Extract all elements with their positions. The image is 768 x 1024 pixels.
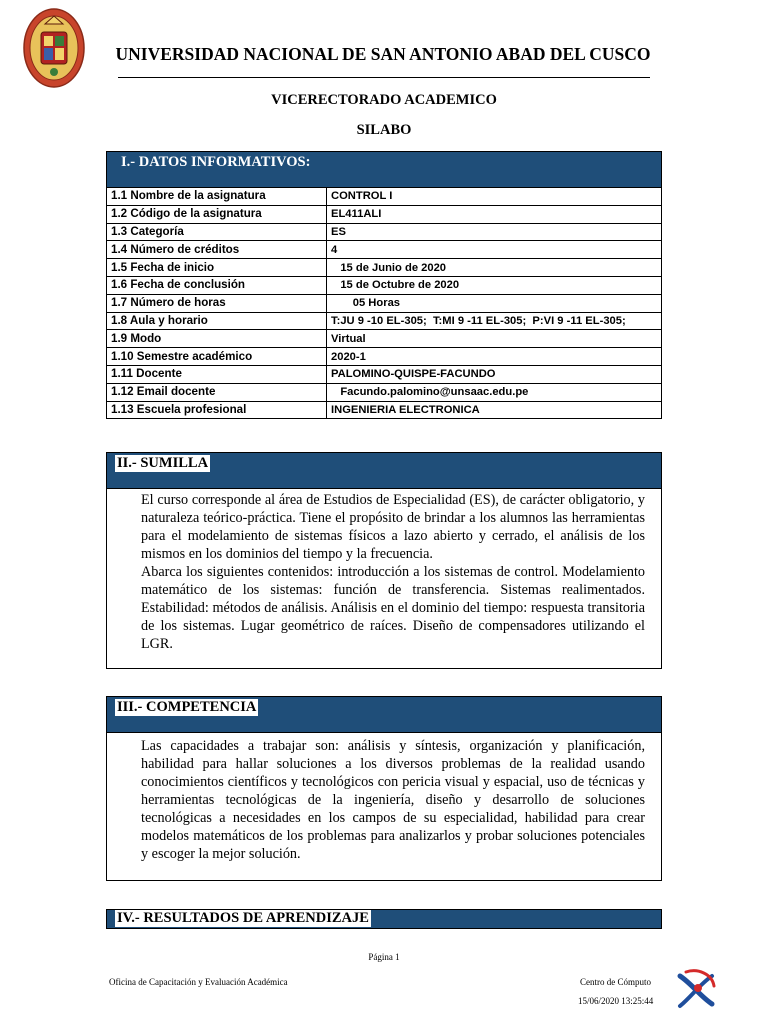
info-row [107, 223, 662, 241]
info-label: 1.6 Fecha de conclusión [107, 276, 327, 294]
info-label: 1.11 Docente [107, 365, 327, 383]
info-row [107, 401, 662, 419]
university-name: UNIVERSIDAD NACIONAL DE SAN ANTONIO ABAD DEL CUSCO [115, 44, 651, 64]
info-row [107, 188, 662, 206]
vicerrectorado-title: VICERECTORADO ACADEMICO [271, 92, 497, 108]
info-row [107, 312, 662, 330]
info-value: INGENIERIA ELECTRONICA [327, 401, 662, 419]
info-value: CONTROL I [327, 188, 662, 206]
info-value: EL411ALI [327, 205, 662, 223]
info-value: T:JU 9 -10 EL-305; T:MI 9 -11 EL-305; P:VI 9 -11 EL-305; [327, 312, 662, 330]
info-value: 05 Horas [327, 294, 662, 312]
info-value: ES [327, 223, 662, 241]
info-label: 1.13 Escuela profesional [107, 401, 327, 419]
info-row [107, 348, 662, 366]
section-competencia-title: III.- COMPETENCIA [117, 699, 257, 715]
info-label: 1.1 Nombre de la asignatura [107, 188, 327, 206]
info-label: 1.7 Número de horas [107, 294, 327, 312]
competencia-paragraph: Las capacidades a trabajar son: análisis y síntesis, organización y planificación, habilidad para hallar soluciones a los diversos problemas de la realidad usando conocimientos científicos y tecnológicos con pericia visual y espacial, uso de técnicas y herramientas tecnológicas de la ingeniería, diseño y desarrollo de soluciones tecnológicas a necesidades en los campos de su especialidad, habilidad para crear modelos matemáticos de los problemas para analizarlos y probar soluciones potenciales y escoger la mejor solución. [141, 738, 645, 862]
sumilla-paragraph-1: El curso corresponde al área de Estudios de Especialidad (ES), de carácter obligatorio, y naturaleza teórico-práctica. Tiene el propósito de brindar a los alumnos las herramientas para el modelamiento de sistemas físicos a lazo abierto y cerrado, el análisis de los mismos en los dominios del tiempo y la frecuencia. [141, 492, 645, 562]
page-number: Página 1 [368, 952, 400, 962]
section-competencia-header [106, 696, 662, 733]
info-row [107, 330, 662, 348]
info-row [107, 365, 662, 383]
info-label: 1.5 Fecha de inicio [107, 259, 327, 277]
info-value: Facundo.palomino@unsaac.edu.pe [327, 383, 662, 401]
info-label: 1.9 Modo [107, 330, 327, 348]
info-label: 1.4 Número de créditos [107, 241, 327, 259]
info-value: 2020-1 [327, 348, 662, 366]
document-title: SILABO [356, 122, 412, 138]
section-datos-header [106, 151, 662, 188]
section-sumilla-header [106, 452, 662, 489]
info-row [107, 205, 662, 223]
info-value: 4 [327, 241, 662, 259]
footer-office: Oficina de Capacitación y Evaluación Académica [109, 977, 288, 987]
info-label: 1.10 Semestre académico [107, 348, 327, 366]
section-datos-title: I.- DATOS INFORMATIVOS: [121, 154, 311, 170]
info-row [107, 294, 662, 312]
competencia-box [106, 733, 662, 881]
info-value: 15 de Junio de 2020 [327, 259, 662, 277]
info-row [107, 383, 662, 401]
sumilla-paragraph-2: Abarca los siguientes contenidos: introducción a los sistemas de control. Modelamiento matemático de los sistemas: función de transferencia. Sistemas realimentados. Estabilidad: métodos de análisis. Análisis en el dominio del tiempo: respuesta transitoria de los sistemas. Lugar geométrico de raíces. Diseño de compensadores utilizando el LGR. [141, 564, 645, 652]
info-value: Virtual [327, 330, 662, 348]
header-rule [118, 77, 650, 78]
footer-datetime: 15/06/2020 13:25:44 [578, 996, 654, 1006]
info-label: 1.8 Aula y horario [107, 312, 327, 330]
section-resultados-header [106, 909, 662, 929]
computing-center-logo [672, 966, 720, 1014]
info-value: PALOMINO-QUISPE-FACUNDO [327, 365, 662, 383]
info-row [107, 259, 662, 277]
info-label: 1.2 Código de la asignatura [107, 205, 327, 223]
info-row [107, 241, 662, 259]
info-label: 1.3 Categoría [107, 223, 327, 241]
section-resultados-title: IV.- RESULTADOS DE APRENDIZAJE [117, 910, 369, 926]
university-seal [23, 8, 85, 88]
sumilla-box [106, 489, 662, 669]
footer-center: Centro de Cómputo [580, 977, 651, 987]
info-label: 1.12 Email docente [107, 383, 327, 401]
info-value: 15 de Octubre de 2020 [327, 276, 662, 294]
section-sumilla-title: II.- SUMILLA [117, 455, 209, 471]
info-table [106, 187, 662, 419]
info-row [107, 276, 662, 294]
